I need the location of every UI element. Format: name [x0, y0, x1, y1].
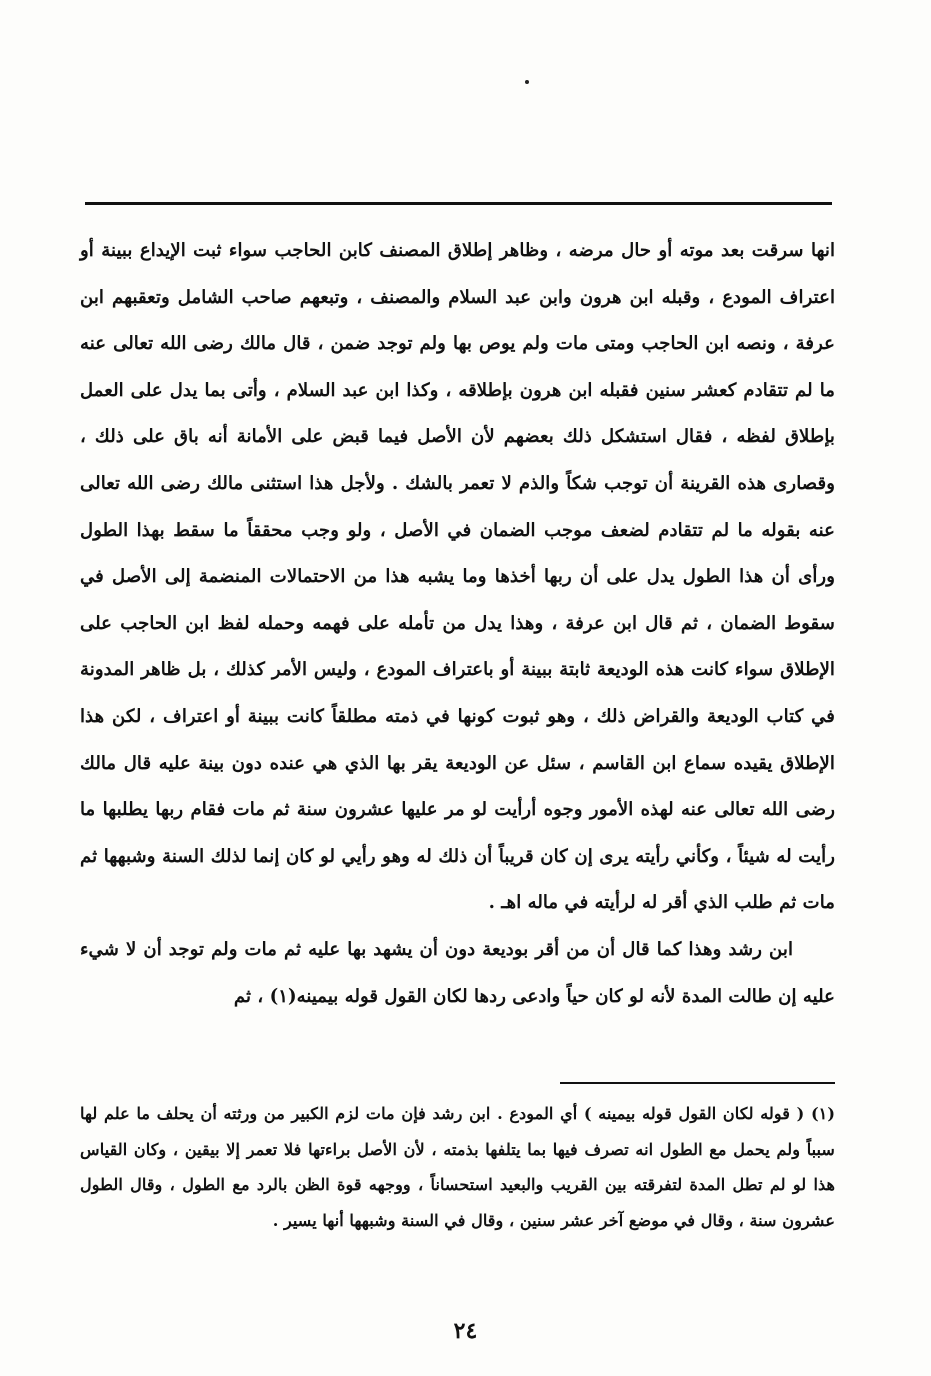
footnote-rule [560, 1082, 835, 1084]
paragraph: ابن رشد وهذا كما قال أن من أقر بوديعة دون أن يشهد بها عليه ثم مات ولم توجد أن لا شيء عليه إن طالت المدة لأنه لو كان حياً وادعى ردها لكان القول قوله بيمينه(١) ، ثم [80, 938, 835, 1007]
ink-speck [525, 80, 529, 84]
page-number: ٢٤ [453, 1318, 478, 1344]
header-rule [85, 202, 832, 205]
paragraph: انها سرقت بعد موته أو حال مرضه ، وظاهر إطلاق المصنف كابن الحاجب سواء ثبت الإيداع ببينة أو اعتراف المودع ، وقبله ابن هرون وابن عبد السلام والمصنف ، وتبعهم صاحب الشامل وتعقبهم ابن عرفة ، ونصه ابن الحاجب ومتى مات ولم يوص بها ولم توجد ضمن ، قال مالك رضى الله تعالى عنه ما لم تتقادم كعشر سنين فقبله ابن هرون بإطلاقه ، وكذا ابن عبد السلام ، وأتى بما يدل على العمل بإطلاق لفظه ، فقال استشكل ذلك بعضهم لأن الأصل فيما قبض على الأمانة أنه باق على ذلك ، وقصارى هذه القرينة أن توجب شكاً والذم لا تعمر بالشك . ولأجل هذا استثنى مالك رضى الله تعالى عنه بقوله ما لم تتقادم لضعف موجب الضمان في الأصل ، ولو وجب محققاً ما سقط بهذا الطول ورأى أن هذا الطول يدل على أن ربها أخذها وما يشبه هذا من الاحتمالات المنضمة إلى الأصل في سقوط الضمان ، ثم قال ابن عرفة ، وهذا يدل من تأمله على فهمه وحمله لفظ ابن الحاجب على الإطلاق سواء كانت هذه الوديعة ثابتة ببينة أو باعتراف المودع ، وليس الأمر كذلك ، بل ظاهر المدونة في كتاب الوديعة والقراض ذلك ، وهو ثبوت كونها في ذمته مطلقاً كانت ببينة أو اعتراف ، لكن هذا الإطلاق يقيده سماع ابن القاسم ، سئل عن الوديعة يقر بها الذي هي عنده دون بينة عليه قال مالك رضى الله تعالى عنه لهذه الأمور وجوه أرأيت لو مر عليها عشرون سنة ثم مات فقام ربها يطلبها ما رأيت له شيئاً ، وكأني رأيته يرى إن كان قريباً أن ذلك له وهو رأيي لو كان إنما لذلك السنة وشبهها ثم مات ثم طلب الذي أقر له لرأيته في ماله اهـ . [80, 240, 835, 914]
footnote: (١) ( قوله لكان القول قوله بيمينه ) أي المودع . ابن رشد فإن مات لزم الكبير من ورثته أن يحلف ما علم لها سبباً ولم يحمل مع الطول انه تصرف فيها بما يتلفها بذمته ، لأن الأصل براءتها فلا تعمر إلا بيقين ، وكان القياس هذا لو لم تطل المدة لتفرقته بين القريب والبعيد استحساناً ، ووجهه قوة الظن بالرد مع الطول ، وقال الطول عشرون سنة ، وقال في موضع آخر عشر سنين ، وقال في السنة وشبهها أنها يسير . [80, 1104, 835, 1230]
main-text [80, 228, 835, 1020]
